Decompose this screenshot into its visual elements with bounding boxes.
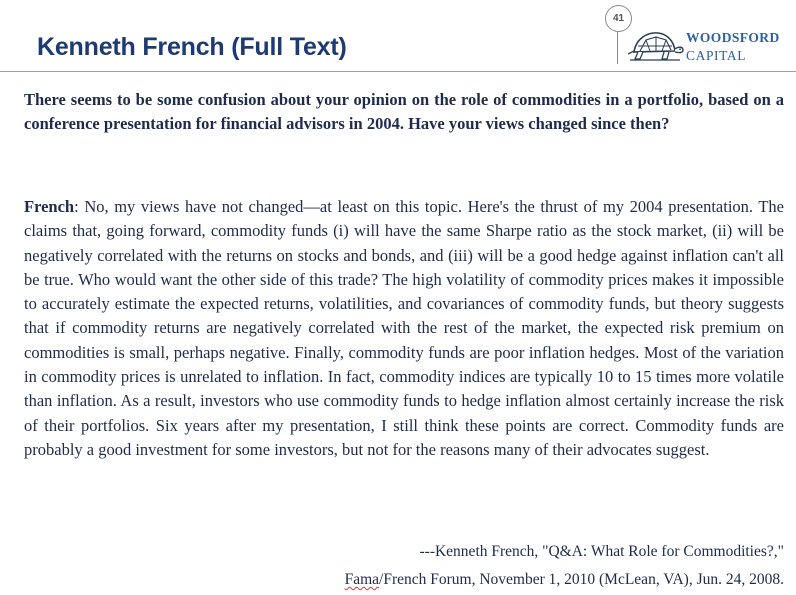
logo-wordmark-top: WOODSFORD xyxy=(686,30,780,45)
speaker-separator: : xyxy=(74,197,85,216)
slide-title: Kenneth French (Full Text) xyxy=(37,33,347,61)
citation-publication-rest: /French Forum, November 1, 2010 (McLean, VA), Jun. 24, 2008. xyxy=(379,571,784,588)
interview-question: There seems to be some confusion about your opinion on the role of commodities in a portfolio, based on a conference presentation for financial advisors in 2004. Have your views changed since then? xyxy=(24,90,784,133)
logo-wordmark-bottom: CAPITAL xyxy=(686,48,747,63)
page-number: 41 xyxy=(612,13,625,24)
turtle-icon xyxy=(626,28,684,62)
interview-answer xyxy=(24,195,784,462)
citation-source-line: ---Kenneth French, "Q&A: What Role for Commodities?," xyxy=(419,543,784,560)
speaker-name: French xyxy=(24,197,75,216)
answer-text: No, my views have not changed—at least on this topic. Here's the thrust of my 2004 presentation. The claims that, going forward, commodity funds (i) will have the same Sharpe ratio as the stock market, (ii) will be negatively correlated with the returns on stocks and bonds, and (iii) will be a good hedge against inflation can't all be true. Who would want the other side of this trade? The high volatility of commodity prices makes it impossible to accurately estimate the expected returns, volatilities, and covariances of commodity funds, but theory suggests that if commodity returns are negatively correlated with the rest of the market, the expected risk premium on commodities is small, perhaps negative. Finally, commodity funds are poor inflation hedges. Most of the variation in commodity prices is unrelated to inflation. In fact, commodity indices are typically 10 to 15 times more volatile than inflation. As a result, investors who use commodity funds to hedge inflation almost certainly increase the risk of their portfolios. Six years after my presentation, I still think these points are correct. Commodity funds are probably a good investment for some investors, but not for the reasons many of their advocates suggest. xyxy=(24,197,784,459)
citation-publication-line xyxy=(345,571,784,589)
page-badge-divider xyxy=(617,31,618,64)
header-divider xyxy=(0,71,796,72)
company-logo xyxy=(626,24,796,66)
spellcheck-flagged-word: Fama xyxy=(344,571,380,588)
